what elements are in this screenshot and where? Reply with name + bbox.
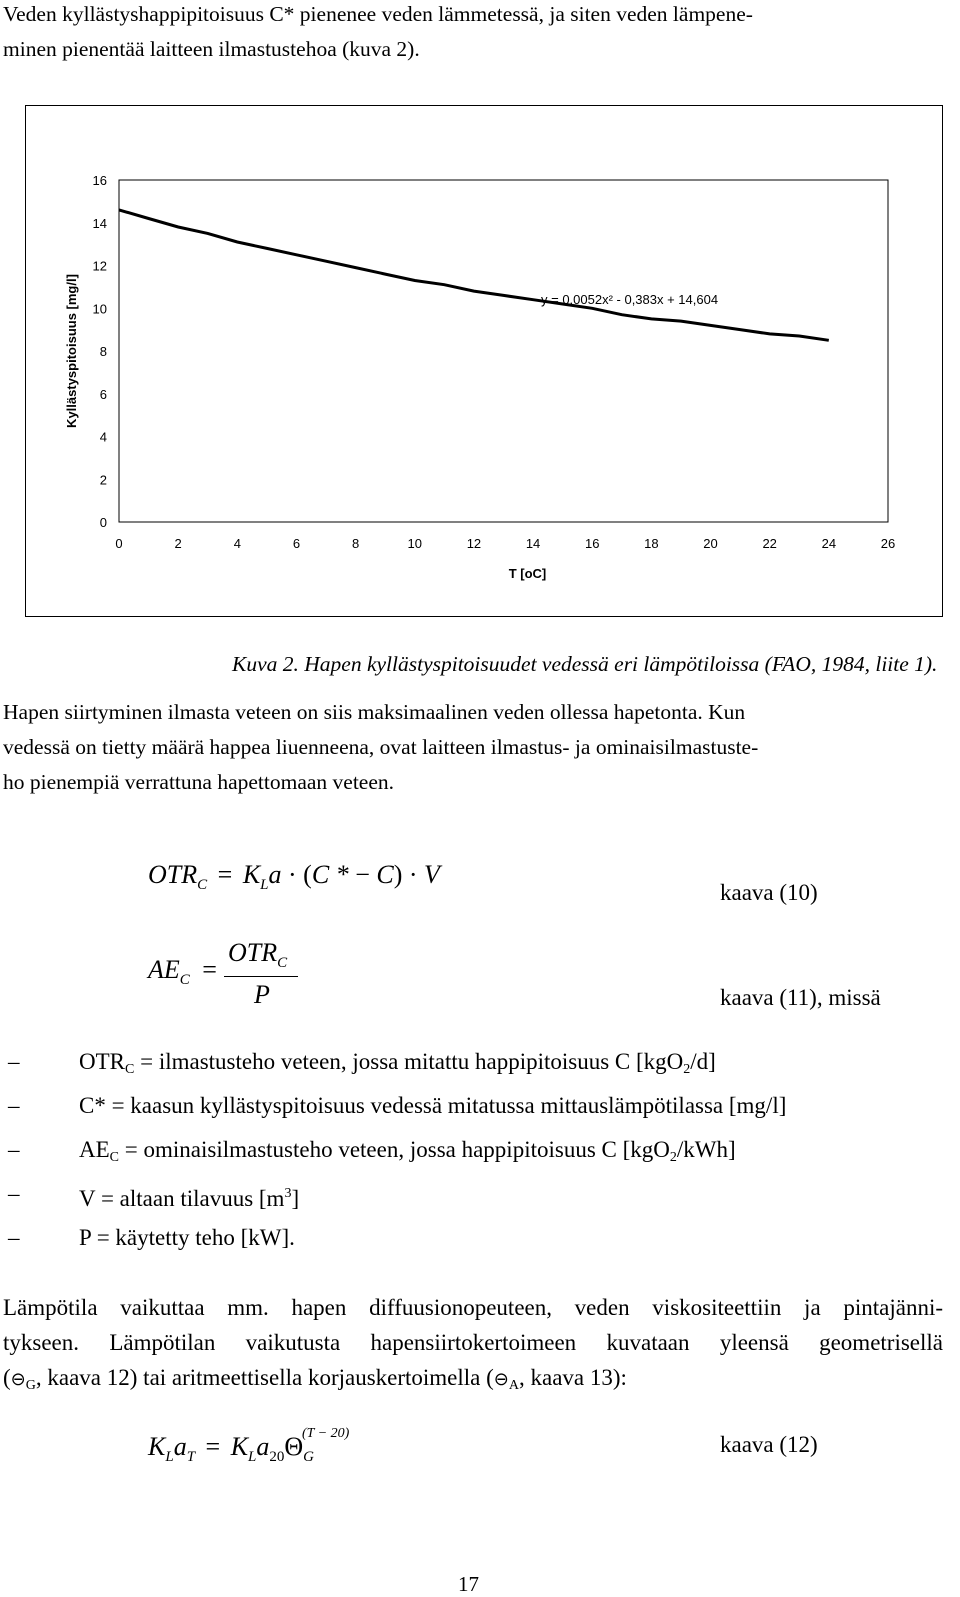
y-tick-label: 0 [99, 515, 107, 530]
y-tick-label: 6 [99, 386, 107, 402]
para3 [3, 1290, 943, 1403]
trendline-equation: y = 0,0052x² - 0,383x + 14,604 [541, 292, 719, 307]
x-tick-label: 0 [115, 536, 123, 551]
theta-a-symbol: ⊖ [493, 1369, 509, 1390]
y-tick-label: 4 [99, 429, 107, 445]
formula-11-numerator: $OTR_C$ [228, 938, 288, 971]
formula-11-denominator: P [254, 980, 270, 1009]
figure-caption: Kuva 2. Hapen kyllästyspitoisuudet vedessä eri lämpötiloissa (FAO, 1984, liite 1). [232, 652, 938, 676]
x-tick-label: 16 [584, 536, 600, 551]
intro-line-1: Veden kyllästyshappipitoisuus C* pienenee veden lämmetessä, ja siten veden lämpene- [3, 2, 753, 26]
para2-line-2: vedessä on tietty määrä happea liuenneena, ovat laitteen ilmastus- ja ominaisilmastuste- [3, 735, 759, 759]
intro-line-2: minen pienentää laitteen ilmastustehoa (kuva 2). [3, 37, 420, 61]
formula-12-label: kaava (12) [720, 1432, 818, 1457]
series-line [119, 210, 829, 340]
x-axis-label: T [oC] [508, 566, 547, 581]
y-tick-label: 14 [92, 215, 107, 231]
theta-g-symbol: ⊖ [10, 1369, 26, 1390]
x-tick-label: 26 [880, 536, 896, 551]
formula-12: $K_La_T = K_La_{20}\Theta_G^{(T - 20)}$ [148, 1426, 350, 1465]
x-tick-label: 12 [466, 536, 482, 551]
y-tick-label: 16 [92, 173, 107, 188]
formula-10: $OTR_C = K_La \cdot (C$ * − C) · V [148, 860, 440, 893]
x-tick-label: 20 [703, 536, 718, 551]
formula-11: $AE_C$ = [148, 955, 217, 988]
x-tick-label: 2 [174, 536, 182, 551]
para2-line-1: Hapen siirtyminen ilmasta veteen on siis maksimaalinen veden ollessa hapetonta. Kun [3, 700, 746, 724]
y-tick-label: 10 [92, 301, 107, 317]
y-axis-label: Kyllästyspitoisuus [mg/l] [64, 274, 79, 428]
y-tick-label: 8 [99, 344, 107, 359]
para2-line-3: ho pienempiä verrattuna hapettomaan veteen. [3, 770, 395, 794]
x-tick-label: 6 [292, 536, 301, 551]
x-tick-label: 10 [407, 536, 423, 551]
page-number: 17 [458, 1572, 479, 1596]
plot-area [119, 180, 888, 522]
x-tick-label: 22 [762, 536, 777, 551]
para3-line-2: tykseen. Lämpötilan vaikutusta hapensiirtokertoimeen kuvataan yleensä geometrisellä [3, 1330, 943, 1355]
formula-10-label: kaava (10) [720, 880, 818, 905]
x-tick-label: 18 [644, 536, 659, 551]
x-tick-label: 8 [351, 536, 360, 551]
chart-frame [25, 105, 943, 617]
y-tick-label: 2 [99, 472, 107, 488]
para3-line-1: Lämpötila vaikuttaa mm. hapen diffuusionopeuteen, veden viskositeettiin ja pintajänni- [3, 1295, 943, 1320]
formula-11-label: kaava (11), missä [720, 985, 881, 1010]
x-tick-label: 24 [821, 536, 837, 551]
fraction-bar [224, 976, 298, 977]
para3-line-3: ($⊖_G$, kaava 12) tai aritmeettisella korjauskertoimella ($⊖_A$, kaava 13): [3, 1365, 627, 1393]
chart [26, 106, 942, 616]
x-tick-label: 4 [233, 536, 241, 551]
y-tick-label: 12 [92, 258, 107, 274]
x-tick-label: 14 [525, 536, 541, 551]
